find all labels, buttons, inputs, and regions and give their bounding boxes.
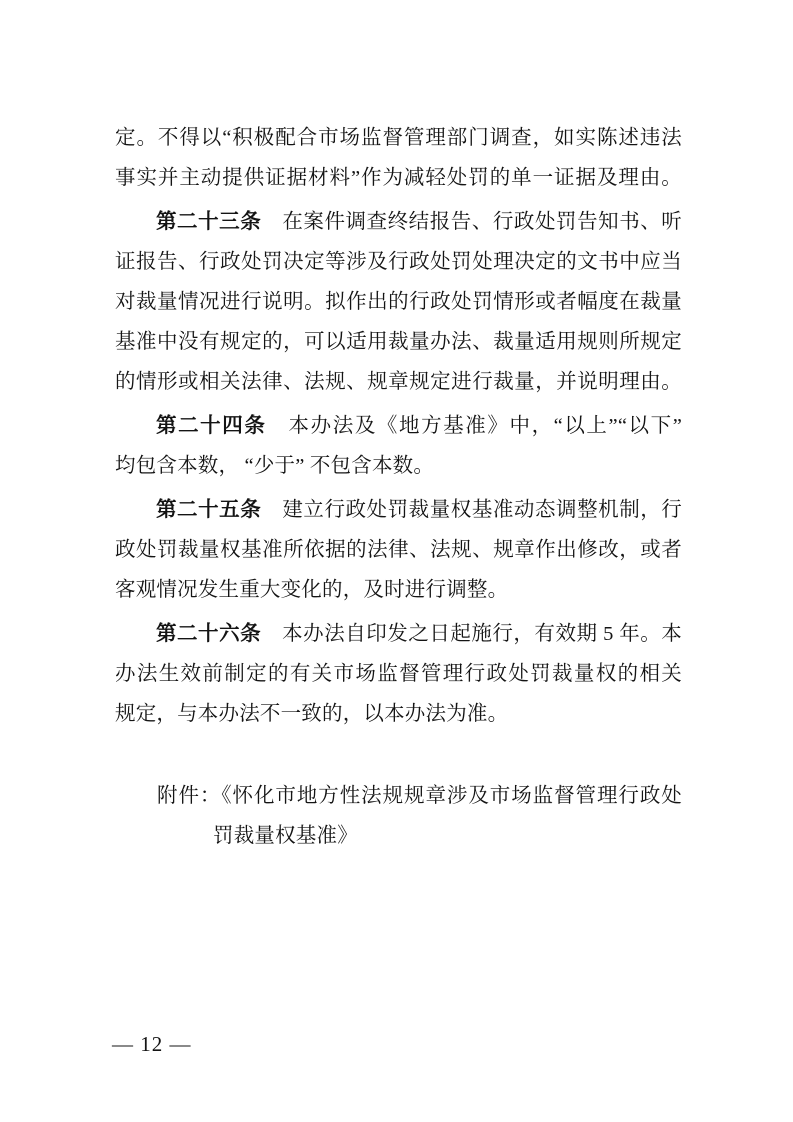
text-line [115, 614, 682, 654]
text-line [115, 654, 682, 694]
line-text: 均包含本数， “少于” 不包含本数。 [115, 455, 435, 477]
text-line [115, 202, 682, 242]
article-number-label: 第二十五条 [156, 498, 262, 521]
text-line [115, 322, 682, 362]
text-line [115, 158, 682, 198]
paragraph-article-23 [115, 202, 682, 402]
line-text: 客观情况发生重大变化的，及时进行调整。 [115, 579, 509, 601]
line-text: 在案件调查终结报告、行政处罚告知书、听 [261, 211, 683, 233]
paragraph-continuation [115, 118, 682, 198]
text-line [115, 530, 682, 570]
line-text: 本办法及《地方基准》中，“以上”“以下” [266, 415, 682, 437]
text-line [115, 362, 682, 402]
line-text: 对裁量情况进行说明。拟作出的行政处罚情形或者幅度在裁量 [115, 291, 682, 313]
text-line [115, 446, 682, 486]
article-number-label: 第二十六条 [156, 622, 262, 645]
line-text: 建立行政处罚裁量权基准动态调整机制，行 [261, 499, 683, 521]
document-body [115, 118, 682, 856]
text-line [115, 570, 682, 610]
line-text: 政处罚裁量权基准所依据的法律、法规、规章作出修改，或者 [115, 539, 682, 561]
line-text: 附件：《怀化市地方性法规规章涉及市场监督管理行政处 [157, 785, 682, 807]
line-text: 基准中没有规定的，可以适用裁量办法、裁量适用规则所规定 [115, 331, 682, 353]
article-number-label: 第二十四条 [156, 414, 267, 437]
paragraph-article-25 [115, 490, 682, 610]
paragraph-article-26 [115, 614, 682, 734]
text-line [115, 406, 682, 446]
line-text: 证报告、行政处罚决定等涉及行政处罚处理决定的文书中应当 [115, 251, 682, 273]
line-text: 事实并主动提供证据材料”作为减轻处罚的单一证据及理由。 [115, 167, 682, 189]
text-line [115, 490, 682, 530]
line-text: 的情形或相关法律、法规、规章规定进行裁量，并说明理由。 [115, 371, 682, 393]
line-text: 本办法自印发之日起施行，有效期 5 年。本 [261, 623, 682, 645]
article-number-label: 第二十三条 [156, 210, 262, 233]
line-text: 罚裁量权基准》 [213, 825, 358, 847]
text-line [115, 242, 682, 282]
text-line [115, 282, 682, 322]
text-line [115, 816, 682, 856]
page-number: — 12 — [112, 1032, 192, 1056]
attachment-note [115, 776, 682, 856]
text-line [115, 694, 682, 734]
text-line [115, 776, 682, 816]
line-text: 定。不得以“积极配合市场监督管理部门调查，如实陈述违法 [115, 127, 682, 149]
text-line [115, 118, 682, 158]
paragraph-article-24 [115, 406, 682, 486]
line-text: 规定，与本办法不一致的，以本办法为准。 [115, 703, 509, 725]
line-text: 办法生效前制定的有关市场监督管理行政处罚裁量权的相关 [115, 663, 682, 685]
